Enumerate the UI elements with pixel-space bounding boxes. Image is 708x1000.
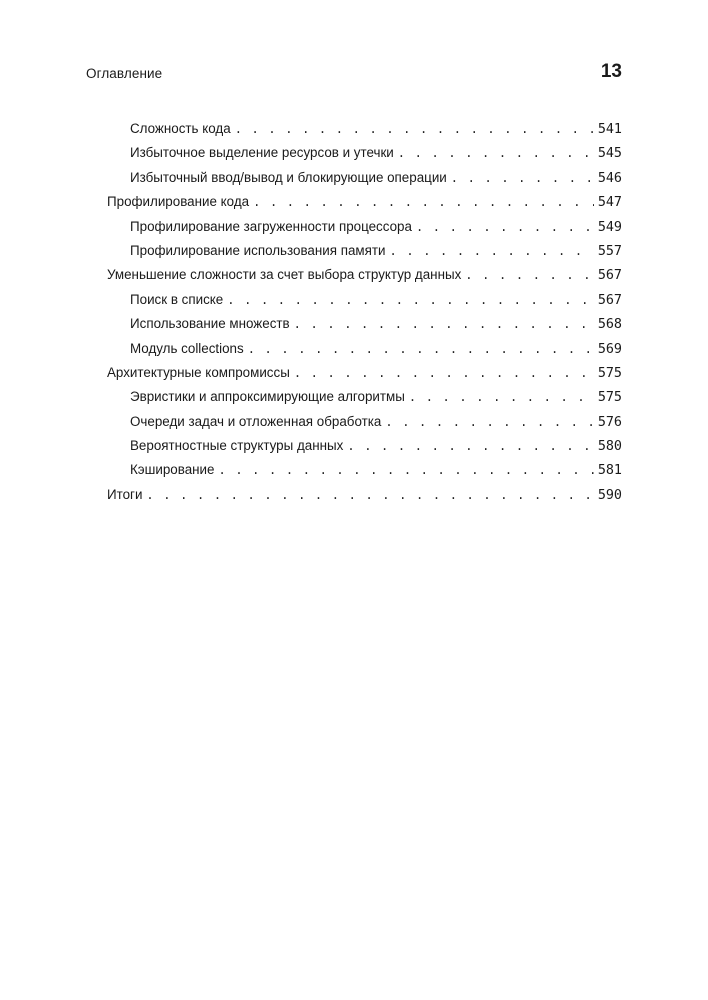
toc-leader-dots <box>451 171 594 185</box>
toc-entry-page: 567 <box>597 292 622 308</box>
toc-leader-dots <box>294 317 594 331</box>
toc-entry-page: 557 <box>597 243 622 259</box>
toc-entry-title: Избыточный ввод/вывод и блокирующие операции <box>130 169 447 185</box>
toc-entry <box>107 487 622 511</box>
toc-entry <box>107 414 622 438</box>
toc-entry-title: Профилирование использования памяти <box>130 242 386 258</box>
page-number: 13 <box>600 61 622 82</box>
toc-entry <box>107 145 622 169</box>
toc-entry-page: 581 <box>597 463 622 479</box>
toc-leader-dots <box>294 366 594 380</box>
toc-leader-dots <box>347 439 593 453</box>
toc-leader-dots <box>398 146 594 160</box>
page-header <box>86 56 622 86</box>
toc-leader-dots <box>146 488 593 502</box>
toc-entry <box>107 121 622 145</box>
running-title: Оглавление <box>86 66 163 81</box>
toc-entry <box>107 389 622 413</box>
toc-leader-dots <box>390 244 594 258</box>
toc-entry <box>107 194 622 218</box>
table-of-contents <box>107 121 622 511</box>
toc-entry-title: Модуль collections <box>130 340 244 356</box>
toc-leader-dots <box>416 220 594 234</box>
toc-entry-title: Эвристики и аппроксимирующие алгоритмы <box>130 389 405 405</box>
toc-leader-dots <box>253 195 594 209</box>
toc-leader-dots <box>218 463 593 477</box>
toc-entry-page: 568 <box>597 317 622 333</box>
toc-entry-page: 576 <box>597 414 622 430</box>
toc-entry <box>107 170 622 194</box>
toc-entry-page: 545 <box>597 146 622 162</box>
toc-entry-title: Итоги <box>107 486 143 502</box>
toc-entry-page: 549 <box>597 219 622 235</box>
toc-entry-page: 590 <box>597 487 622 503</box>
toc-leader-dots <box>248 342 594 356</box>
toc-leader-dots <box>235 122 594 136</box>
toc-entry-title: Поиск в списке <box>130 291 224 307</box>
toc-entry-title: Профилирование загруженности процессора <box>130 218 412 234</box>
toc-entry-title: Очереди задач и отложенная обработка <box>130 413 382 429</box>
toc-entry-page: 575 <box>597 365 622 381</box>
toc-entry-title: Вероятностные структуры данных <box>130 438 344 454</box>
toc-entry <box>107 365 622 389</box>
toc-entry <box>107 438 622 462</box>
toc-entry-title: Избыточное выделение ресурсов и утечки <box>130 145 394 161</box>
toc-entry-title: Использование множеств <box>130 316 290 332</box>
toc-entry-page: 569 <box>597 341 622 357</box>
toc-entry-title: Кэширование <box>130 462 215 478</box>
toc-entry <box>107 267 622 291</box>
toc-entry-page: 547 <box>597 195 622 211</box>
toc-entry <box>107 341 622 365</box>
toc-entry <box>107 292 622 316</box>
toc-entry-page: 567 <box>597 268 622 284</box>
toc-entry-title: Уменьшение сложности за счет выбора структур данных <box>107 267 462 283</box>
toc-entry <box>107 219 622 243</box>
toc-entry <box>107 316 622 340</box>
toc-entry-page: 546 <box>597 170 622 186</box>
toc-leader-dots <box>465 268 594 282</box>
toc-entry-title: Архитектурные компромиссы <box>107 364 290 380</box>
toc-entry <box>107 462 622 486</box>
toc-leader-dots <box>227 293 594 307</box>
toc-entry-page: 541 <box>597 122 622 137</box>
toc-entry-page: 580 <box>597 439 622 455</box>
toc-entry <box>107 243 622 267</box>
toc-entry-title: Профилирование кода <box>107 194 250 210</box>
toc-leader-dots <box>385 415 593 429</box>
toc-leader-dots <box>409 390 594 404</box>
toc-entry-page: 575 <box>597 390 622 406</box>
toc-entry-title: Сложность кода <box>130 121 231 136</box>
